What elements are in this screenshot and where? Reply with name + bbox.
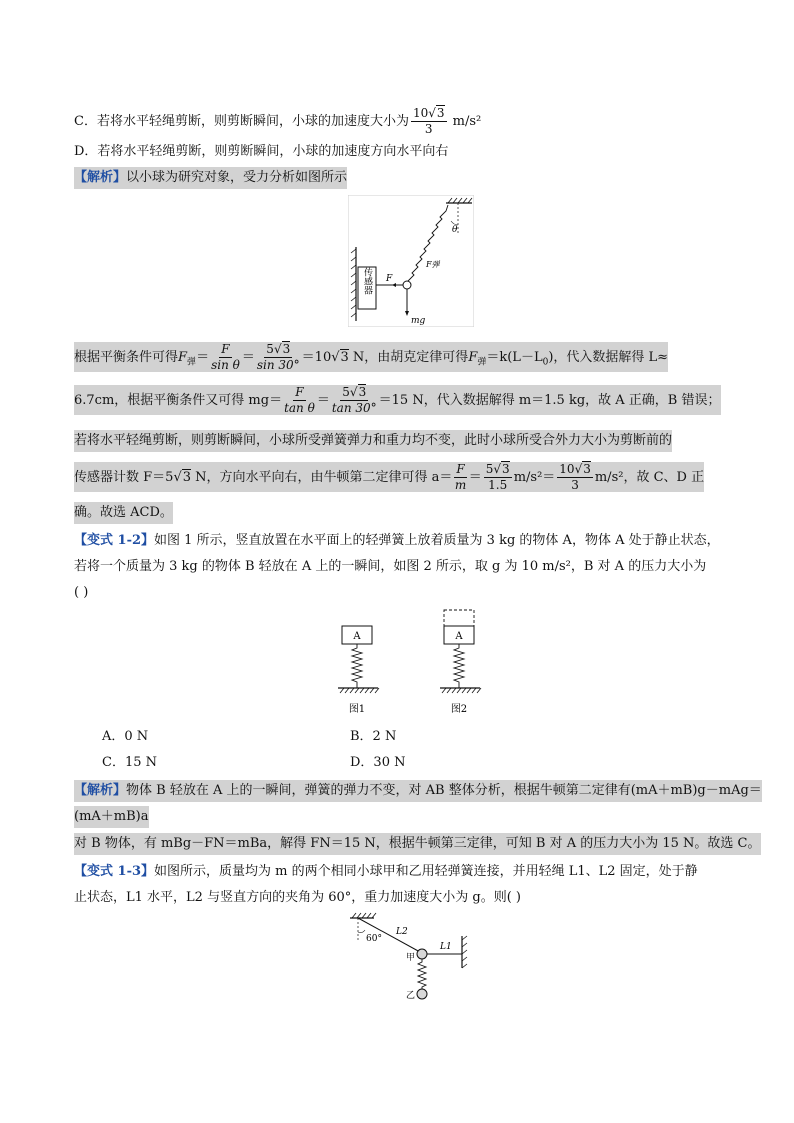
gravity-label: mg: [411, 316, 426, 326]
analysis-line-5: 确。故选 ACD。: [74, 502, 173, 524]
variant-1-3-line-1: 【变式 1-3】如图所示，质量均为 m 的两个相同小球甲和乙用轻弹簧连接，并用轻绳 L1、L2 固定，处于静: [74, 864, 698, 879]
angle-label: 60°: [366, 934, 382, 944]
figure-1-label: 图1: [348, 704, 366, 715]
ball-jia-label: 甲: [406, 953, 416, 963]
figure-2-label: 图2: [450, 704, 468, 715]
variant-1-2-line-3: ( ): [74, 585, 89, 600]
choice-c: C．15 N: [102, 755, 157, 770]
analysis-line-1: 根据平衡条件可得$F_弹=$ $\frac{F}{\text{sin θ}}$ ＝ $\frac{5√3}{\sin 30^\circ}$ ＝10√3 N，由胡克定律可得$F_弹=k(L-L_0)$，代入数据解得 L≈: [74, 342, 669, 372]
force-diagram-figure: [348, 195, 474, 327]
analysis-line-2: 6.7cm，根据平衡条件又可得 mg＝ $\frac{F}{\text{tan θ}}$ ＝ $\frac{5√3}{\tan 30^\circ}$ ＝15 N，代入数据解得 m＝1.5 kg，故 A 正确，B 错误；: [74, 385, 721, 415]
block-a-label-2: A: [455, 631, 463, 642]
analysis-1-intro: 【解析】以小球为研究对象，受力分析如图所示: [74, 167, 347, 189]
theta-label: θ: [452, 225, 458, 235]
variant-1-2-line-2: 若将一个质量为 3 kg 的物体 B 轻放在 A 上的一瞬间，如图 2 所示，取 g 为 10 m/s²，B 对 A 的压力大小为: [74, 559, 707, 574]
option-c: C．若将水平轻绳剪断，则剪断瞬间，小球的加速度大小为 $\frac{10√3}{3}$ m/s²: [74, 106, 482, 136]
spring-block-figure: [330, 606, 500, 718]
analysis-2-line-1: 【解析】物体 B 轻放在 A 上的一瞬间，弹簧的弹力不变，对 AB 整体分析，根据牛顿第二定律有(mA＋mB)g－mAg＝: [74, 780, 762, 802]
choice-b: B．2 N: [350, 729, 397, 744]
choice-d: D．30 N: [350, 755, 406, 770]
l1-label: L1: [440, 942, 452, 952]
analysis-line-3: 若将水平轻绳剪断，则剪断瞬间，小球所受弹簧弹力和重力均不变，此时小球所受合外力大小为剪断前的: [74, 430, 672, 452]
choice-a: A．0 N: [102, 729, 149, 744]
two-balls-figure: [340, 912, 480, 1004]
l2-label: L2: [396, 927, 408, 937]
block-a-label-1: A: [353, 631, 361, 642]
analysis-2-line-2: (mA＋mB)a: [74, 806, 149, 828]
variant-1-2-line-1: 【变式 1-2】如图 1 所示，竖直放置在水平面上的轻弹簧上放着质量为 3 kg 的物体 A，物体 A 处于静止状态，: [74, 533, 720, 548]
variant-1-3-line-2: 止状态，L1 水平，L2 与竖直方向的夹角为 60°，重力加速度大小为 g。则( ): [74, 890, 521, 905]
sensor-label: 传感器: [362, 267, 372, 295]
option-d: D．若将水平轻绳剪断，则剪断瞬间，小球的加速度方向水平向右: [74, 144, 449, 159]
analysis-line-4: 传感器计数 F＝5√3 N，方向水平向右，由牛顿第二定律可得 a＝ $\frac{F}{m}$ ＝ $\frac{5√3}{1.5}$ m/s²＝ $\frac{10√3}{3}$ m/s²，故 C、D 正: [74, 462, 705, 492]
analysis-2-line-3: 对 B 物体，有 mBg－FN＝mBa，解得 FN＝15 N，根据牛顿第三定律，可知 B 对 A 的压力大小为 15 N。故选 C。: [74, 833, 761, 855]
force-spring-label: F弹: [426, 260, 440, 269]
force-f-label: F: [386, 274, 393, 284]
ball-yi-label: 乙: [406, 991, 416, 1001]
